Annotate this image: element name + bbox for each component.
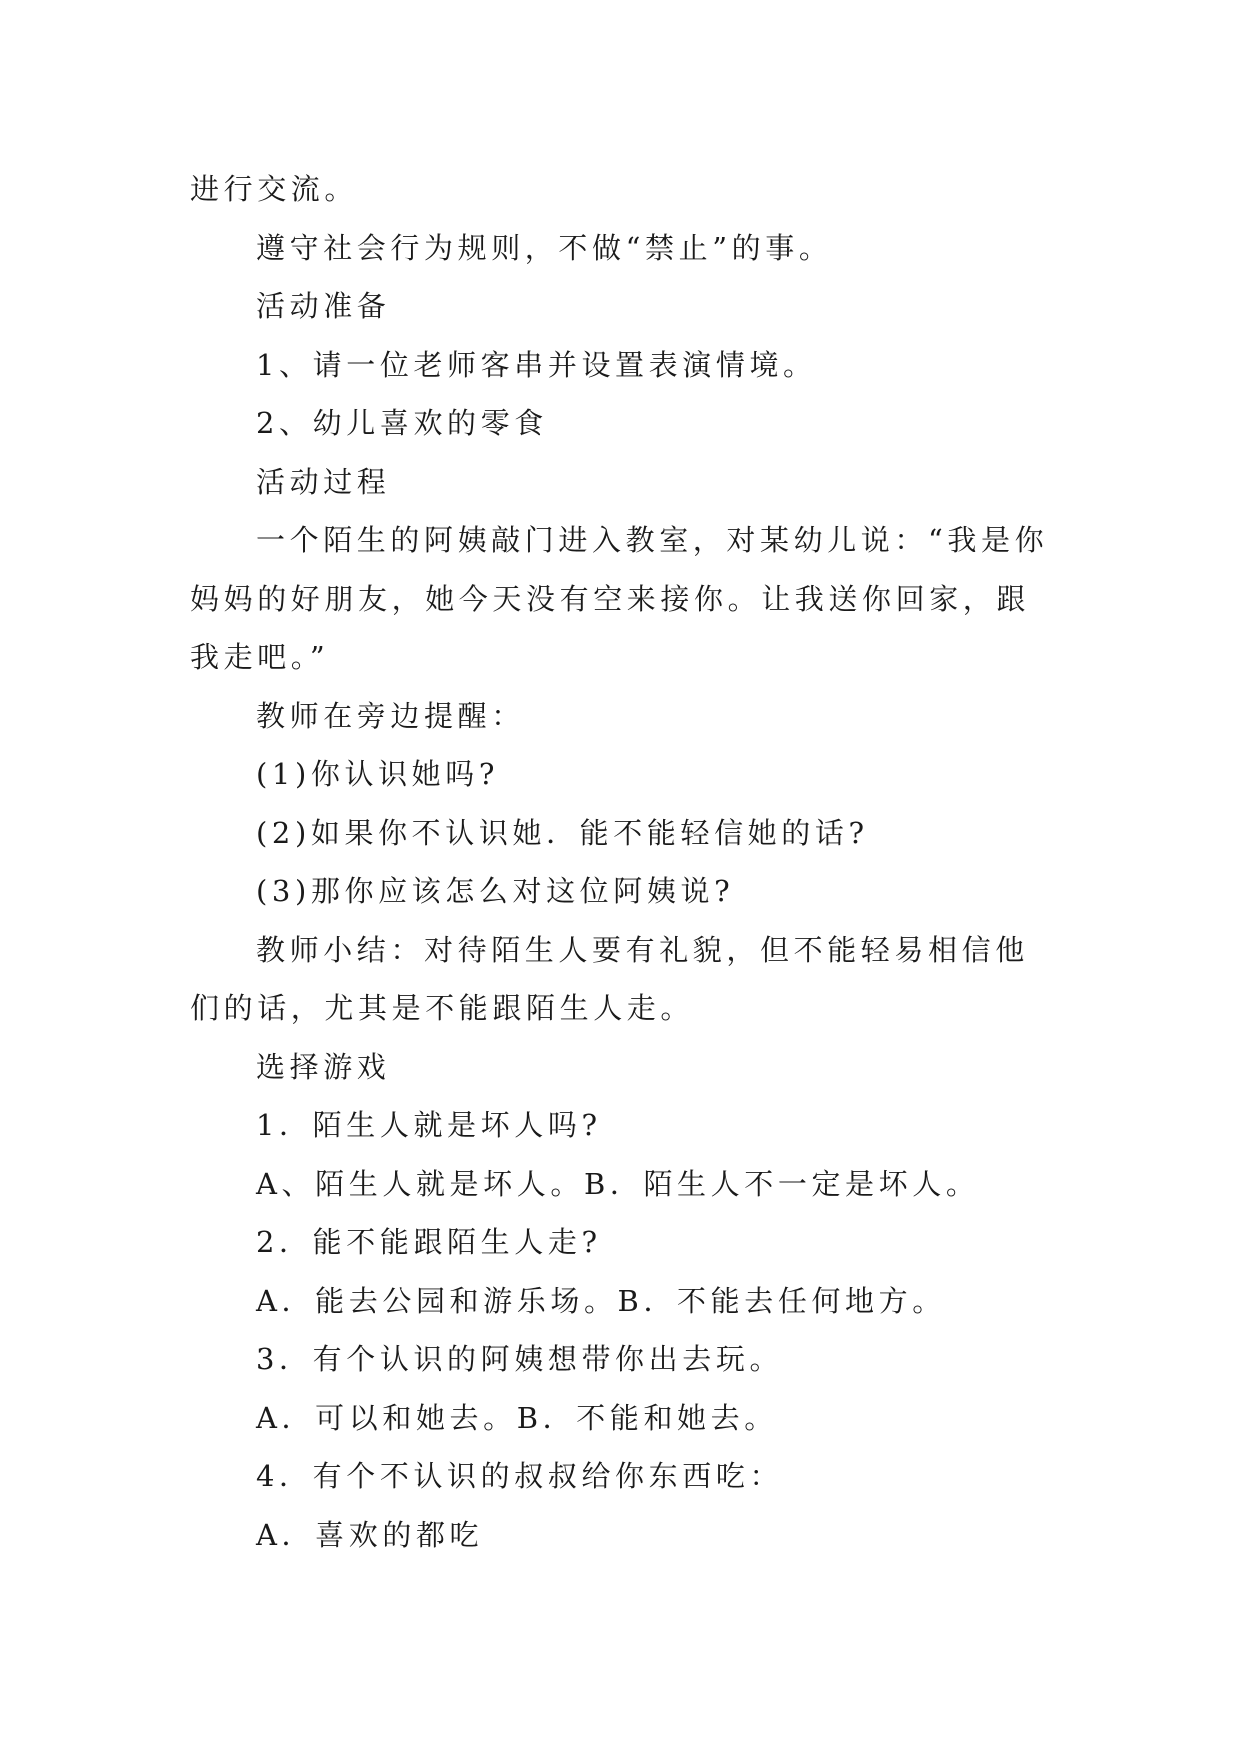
section-heading-preparation: 活动准备: [256, 289, 391, 323]
question-3: (3)那你应该怎么对这位阿姨说?: [256, 874, 735, 908]
game-options-4: A．喜欢的都吃: [256, 1517, 484, 1552]
paragraph-summary: 教师小结：对待陌生人要有礼貌，但不能轻易相信他们的话，尤其是不能跟陌生人走。: [190, 932, 1029, 1025]
question-1: (1)你认识她吗?: [256, 757, 500, 791]
game-question-4: 4．有个不认识的叔叔给你东西吃：: [256, 1459, 784, 1493]
section-heading-game: 选择游戏: [256, 1049, 391, 1084]
game-question-1: 1．陌生人就是坏人吗?: [256, 1108, 602, 1142]
game-options-1: A、陌生人就是坏人。B．陌生人不一定是坏人。: [256, 1166, 980, 1201]
paragraph-rule: 遵守社会行为规则，不做“禁止”的事。: [256, 230, 833, 265]
game-question-2: 2．能不能跟陌生人走?: [256, 1225, 602, 1259]
game-question-3: 3．有个认识的阿姨想带你出去玩。: [256, 1342, 784, 1376]
game-options-2: A．能去公园和游乐场。B．不能去任何地方。: [256, 1283, 946, 1318]
paragraph-scenario: 一个陌生的阿姨敲门进入教室，对某幼儿说：“我是你妈妈的好朋友，她今天没有空来接你。让我送你回家，跟我走吧。”: [190, 523, 1049, 674]
game-options-3: A．可以和她去。B．不能和她去。: [256, 1400, 778, 1435]
section-heading-process: 活动过程: [256, 464, 391, 499]
paragraph-teacher-reminder: 教师在旁边提醒：: [256, 698, 525, 733]
list-item-preparation-1: 1、请一位老师客串并设置表演情境。: [256, 347, 817, 382]
question-2: (2)如果你不认识她．能不能轻信她的话?: [256, 815, 869, 850]
paragraph-continuation: 进行交流。: [190, 172, 359, 206]
list-item-preparation-2: 2、幼儿喜欢的零食: [256, 406, 548, 440]
document-body: [190, 160, 1060, 1564]
